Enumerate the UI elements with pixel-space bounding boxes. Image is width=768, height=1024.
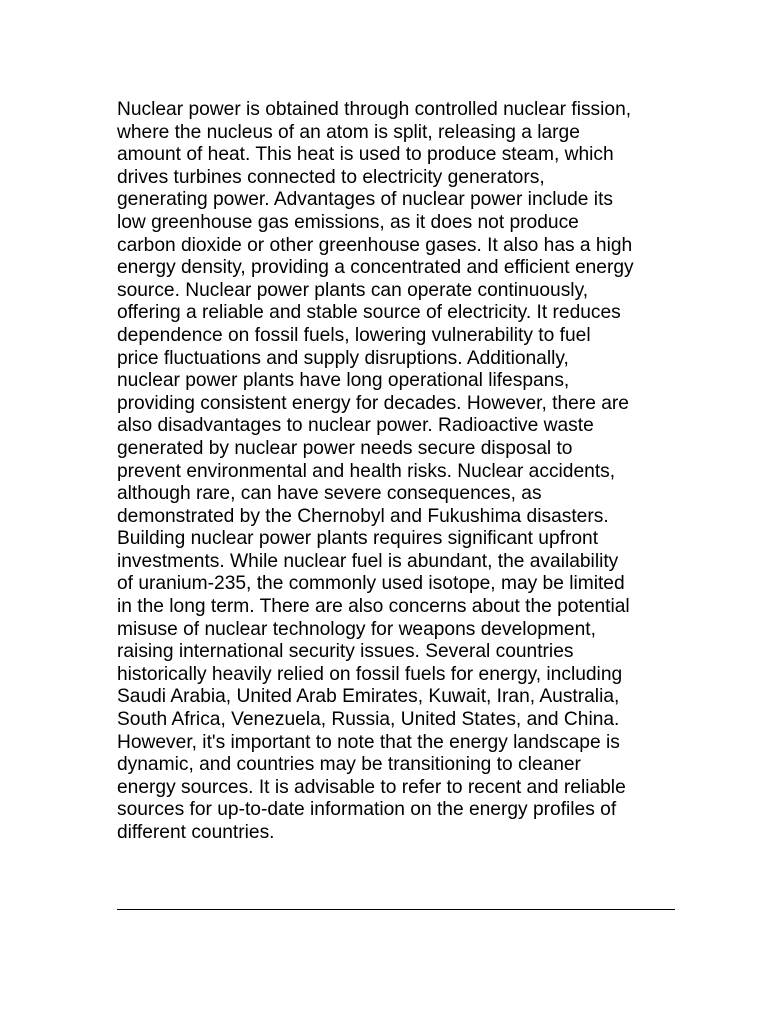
paragraph-line: amount of heat. This heat is used to produce steam, which: [117, 144, 614, 166]
paragraph-line: dependence on fossil fuels, lowering vulnerability to fuel: [117, 324, 591, 346]
paragraph-line: different countries.: [117, 822, 275, 843]
footer-divider: [117, 909, 675, 910]
paragraph-line: historically heavily relied on fossil fuels for energy, including: [117, 663, 623, 685]
paragraph-line: sources for up-to-date information on the energy profiles of: [117, 799, 617, 821]
paragraph-line: However, it's important to note that the energy landscape is: [117, 731, 620, 753]
body-paragraph: [117, 99, 687, 845]
paragraph-line: investments. While nuclear fuel is abundant, the availability: [117, 550, 619, 572]
paragraph-line: energy sources. It is advisable to refer to recent and reliable: [117, 776, 626, 798]
paragraph-line: generating power. Advantages of nuclear power include its: [117, 189, 613, 211]
paragraph-line: drives turbines connected to electricity generators,: [117, 166, 545, 188]
paragraph-line: demonstrated by the Chernobyl and Fukushima disasters.: [117, 505, 609, 527]
paragraph-line: source. Nuclear power plants can operate continuously,: [117, 279, 589, 301]
paragraph-line: Building nuclear power plants requires significant upfront: [117, 528, 599, 550]
paragraph-line: price fluctuations and supply disruptions. Additionally,: [117, 347, 569, 369]
paragraph-line: of uranium-235, the commonly used isotope, may be limited: [117, 573, 625, 595]
paragraph-line: in the long term. There are also concerns about the potential: [117, 596, 630, 618]
paragraph-line: generated by nuclear power needs secure disposal to: [117, 437, 573, 459]
paragraph-line: although rare, can have severe consequences, as: [117, 483, 542, 505]
paragraph-line: low greenhouse gas emissions, as it does not produce: [117, 211, 579, 233]
paragraph-line: raising international security issues. Several countries: [117, 641, 574, 663]
paragraph-line: misuse of nuclear technology for weapons development,: [117, 618, 596, 640]
paragraph-line: Saudi Arabia, United Arab Emirates, Kuwait, Iran, Australia,: [117, 686, 620, 708]
paragraph-line: dynamic, and countries may be transitioning to cleaner: [117, 754, 581, 776]
paragraph-line: also disadvantages to nuclear power. Radioactive waste: [117, 415, 594, 437]
paragraph-line: energy density, providing a concentrated and efficient energy: [117, 257, 634, 279]
paragraph-line: prevent environmental and health risks. Nuclear accidents,: [117, 460, 616, 482]
paragraph-line: providing consistent energy for decades. However, there are: [117, 392, 629, 414]
paragraph-line: Nuclear power is obtained through controlled nuclear fission,: [117, 99, 632, 120]
paragraph-line: nuclear power plants have long operational lifespans,: [117, 370, 570, 392]
paragraph-line: South Africa, Venezuela, Russia, United States, and China.: [117, 709, 620, 731]
paragraph-line: offering a reliable and stable source of electricity. It reduces: [117, 302, 621, 324]
paragraph-line: carbon dioxide or other greenhouse gases. It also has a high: [117, 234, 633, 256]
paragraph-line: where the nucleus of an atom is split, releasing a large: [117, 121, 580, 143]
